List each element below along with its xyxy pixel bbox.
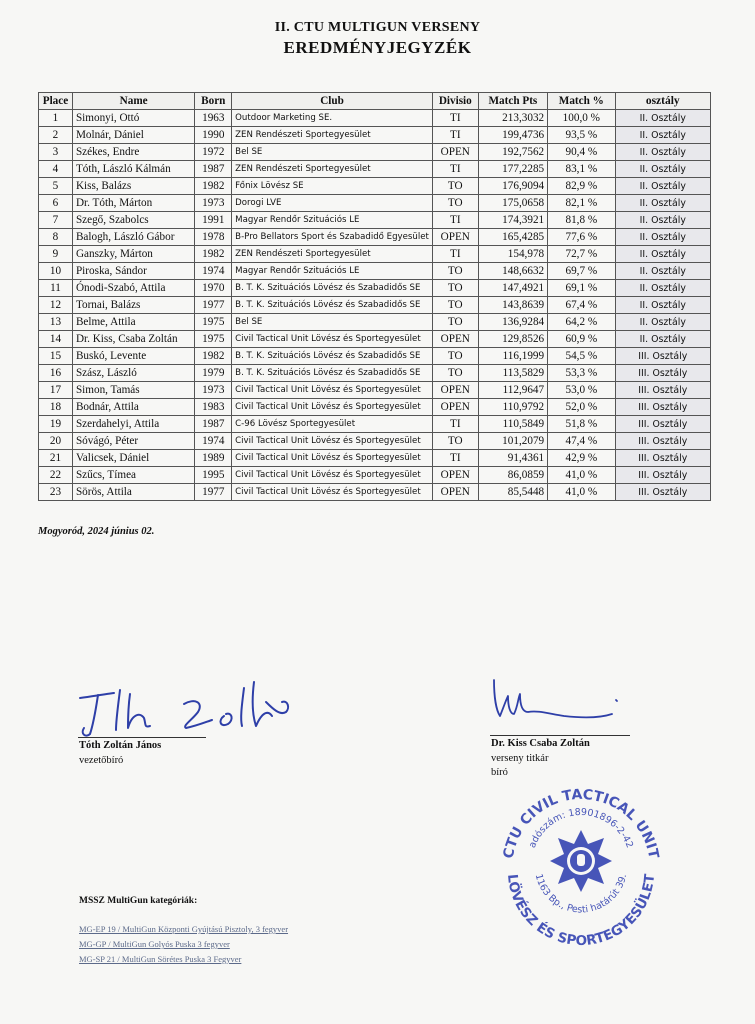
match-pct-cell: 42,9 %: [548, 450, 615, 467]
osztaly-cell: II. Osztály: [615, 331, 710, 348]
name-cell: Valicsek, Dániel: [72, 450, 194, 467]
match-pts-cell: 192,7562: [478, 144, 547, 161]
divisio-cell: OPEN: [432, 382, 478, 399]
match-pct-cell: 41,0 %: [548, 467, 615, 484]
table-row: [39, 297, 711, 314]
osztaly-cell: III. Osztály: [615, 365, 710, 382]
club-cell: B. T. K. Szituációs Lövész és Szabadidős SE: [232, 280, 433, 297]
table-row: [39, 280, 711, 297]
name-cell: Buskó, Levente: [72, 348, 194, 365]
signatory-left-name: Tóth Zoltán János: [79, 740, 162, 751]
club-cell: Civil Tactical Unit Lövész és Sportegyesület: [232, 467, 433, 484]
table-header-row: [39, 93, 711, 110]
signature-line-right: [490, 735, 630, 736]
place-cell: 4: [39, 161, 73, 178]
table-row: [39, 365, 711, 382]
osztaly-cell: II. Osztály: [615, 229, 710, 246]
club-cell: Civil Tactical Unit Lövész és Sportegyesület: [232, 450, 433, 467]
match-pct-cell: 69,1 %: [548, 280, 615, 297]
divisio-cell: TI: [432, 110, 478, 127]
name-cell: Dr. Kiss, Csaba Zoltán: [72, 331, 194, 348]
match-pts-cell: 213,3032: [478, 110, 547, 127]
signatory-right-role-2: bíró: [491, 767, 508, 778]
col-name: Name: [72, 93, 194, 110]
match-pct-cell: 77,6 %: [548, 229, 615, 246]
table-row: [39, 161, 711, 178]
divisio-cell: TO: [432, 280, 478, 297]
match-pct-cell: 69,7 %: [548, 263, 615, 280]
place-cell: 9: [39, 246, 73, 263]
match-pts-cell: 110,9792: [478, 399, 547, 416]
match-pct-cell: 81,8 %: [548, 212, 615, 229]
table-row: [39, 433, 711, 450]
match-pct-cell: 100,0 %: [548, 110, 615, 127]
osztaly-cell: III. Osztály: [615, 399, 710, 416]
match-pct-cell: 83,1 %: [548, 161, 615, 178]
club-cell: Civil Tactical Unit Lövész és Sportegyesület: [232, 433, 433, 450]
name-cell: Sóvágó, Péter: [72, 433, 194, 450]
col-match-pts: Match Pts: [478, 93, 547, 110]
name-cell: Ganszky, Márton: [72, 246, 194, 263]
divisio-cell: TI: [432, 450, 478, 467]
divisio-cell: TO: [432, 297, 478, 314]
divisio-cell: TO: [432, 195, 478, 212]
match-pct-cell: 60,9 %: [548, 331, 615, 348]
place-cell: 5: [39, 178, 73, 195]
match-pct-cell: 53,0 %: [548, 382, 615, 399]
club-cell: Dorogi LVE: [232, 195, 433, 212]
match-pts-cell: 101,2079: [478, 433, 547, 450]
match-pts-cell: 86,0859: [478, 467, 547, 484]
table-row: [39, 399, 711, 416]
club-cell: Főnix Lövész SE: [232, 178, 433, 195]
table-row: [39, 416, 711, 433]
match-pct-cell: 82,1 %: [548, 195, 615, 212]
signatory-right-name: Dr. Kiss Csaba Zoltán: [491, 738, 590, 749]
born-cell: 1977: [195, 484, 232, 501]
place-cell: 21: [39, 450, 73, 467]
match-pts-cell: 147,4921: [478, 280, 547, 297]
place-cell: 12: [39, 297, 73, 314]
place-cell: 11: [39, 280, 73, 297]
born-cell: 1977: [195, 297, 232, 314]
osztaly-cell: III. Osztály: [615, 416, 710, 433]
club-cell: Civil Tactical Unit Lövész és Sportegyesület: [232, 382, 433, 399]
born-cell: 1975: [195, 331, 232, 348]
club-cell: C-96 Lövész Sportegyesület: [232, 416, 433, 433]
place-cell: 14: [39, 331, 73, 348]
match-pts-cell: 176,9094: [478, 178, 547, 195]
table-row: [39, 212, 711, 229]
born-cell: 1983: [195, 399, 232, 416]
club-cell: Civil Tactical Unit Lövész és Sportegyesület: [232, 331, 433, 348]
divisio-cell: TI: [432, 246, 478, 263]
place-cell: 10: [39, 263, 73, 280]
table-row: [39, 127, 711, 144]
table-row: [39, 246, 711, 263]
match-pts-cell: 136,9284: [478, 314, 547, 331]
match-pts-cell: 91,4361: [478, 450, 547, 467]
place-cell: 16: [39, 365, 73, 382]
club-cell: Bel SE: [232, 144, 433, 161]
born-cell: 1974: [195, 263, 232, 280]
match-pct-cell: 47,4 %: [548, 433, 615, 450]
osztaly-cell: II. Osztály: [615, 314, 710, 331]
osztaly-cell: III. Osztály: [615, 484, 710, 501]
table-row: [39, 348, 711, 365]
table-row: [39, 450, 711, 467]
table-row: [39, 144, 711, 161]
osztaly-cell: II. Osztály: [615, 161, 710, 178]
divisio-cell: TO: [432, 365, 478, 382]
name-cell: Szűcs, Tímea: [72, 467, 194, 484]
svg-text:adószám: 18901896-2-42: adószám: 18901896-2-42: [526, 806, 636, 850]
name-cell: Simon, Tamás: [72, 382, 194, 399]
place-cell: 6: [39, 195, 73, 212]
table-row: [39, 331, 711, 348]
match-pct-cell: 52,0 %: [548, 399, 615, 416]
col-divisio: Divisio: [432, 93, 478, 110]
osztaly-cell: III. Osztály: [615, 382, 710, 399]
divisio-cell: OPEN: [432, 399, 478, 416]
osztaly-cell: II. Osztály: [615, 297, 710, 314]
match-pts-cell: 143,8639: [478, 297, 547, 314]
club-cell: ZEN Rendészeti Sportegyesület: [232, 246, 433, 263]
place-cell: 23: [39, 484, 73, 501]
place-and-date: Mogyoród, 2024 június 02.: [38, 526, 155, 537]
divisio-cell: TI: [432, 127, 478, 144]
osztaly-cell: II. Osztály: [615, 144, 710, 161]
col-club: Club: [232, 93, 433, 110]
born-cell: 1975: [195, 314, 232, 331]
born-cell: 1970: [195, 280, 232, 297]
name-cell: Székes, Endre: [72, 144, 194, 161]
match-pts-cell: 116,1999: [478, 348, 547, 365]
divisio-cell: TI: [432, 212, 478, 229]
club-cell: B. T. K. Szituációs Lövész és Szabadidős SE: [232, 348, 433, 365]
born-cell: 1973: [195, 382, 232, 399]
divisio-cell: OPEN: [432, 484, 478, 501]
match-pts-cell: 129,8526: [478, 331, 547, 348]
club-cell: ZEN Rendészeti Sportegyesület: [232, 161, 433, 178]
born-cell: 1990: [195, 127, 232, 144]
match-pct-cell: 67,4 %: [548, 297, 615, 314]
divisio-cell: OPEN: [432, 467, 478, 484]
col-place: Place: [39, 93, 73, 110]
table-row: [39, 229, 711, 246]
match-pts-cell: 112,9647: [478, 382, 547, 399]
club-cell: Bel SE: [232, 314, 433, 331]
signature-line-left: [78, 737, 206, 738]
name-cell: Sörös, Attila: [72, 484, 194, 501]
club-stamp: [492, 772, 670, 950]
divisio-cell: OPEN: [432, 229, 478, 246]
col-match-pct: Match %: [548, 93, 615, 110]
place-cell: 22: [39, 467, 73, 484]
place-cell: 18: [39, 399, 73, 416]
match-pct-cell: 93,5 %: [548, 127, 615, 144]
match-pct-cell: 51,8 %: [548, 416, 615, 433]
signature-left: [72, 668, 312, 740]
table-row: [39, 314, 711, 331]
osztaly-cell: II. Osztály: [615, 246, 710, 263]
name-cell: Kiss, Balázs: [72, 178, 194, 195]
divisio-cell: TO: [432, 263, 478, 280]
place-cell: 17: [39, 382, 73, 399]
name-cell: Simonyi, Ottó: [72, 110, 194, 127]
club-cell: B. T. K. Szituációs Lövész és Szabadidős SE: [232, 365, 433, 382]
born-cell: 1973: [195, 195, 232, 212]
osztaly-cell: II. Osztály: [615, 280, 710, 297]
col-osztaly: osztály: [615, 93, 710, 110]
divisio-cell: TO: [432, 348, 478, 365]
col-born: Born: [195, 93, 232, 110]
match-pct-cell: 41,0 %: [548, 484, 615, 501]
category-link[interactable]: MG-GP / MultiGun Golyós Puska 3 fegyver: [79, 939, 230, 949]
club-cell: Civil Tactical Unit Lövész és Sportegyesület: [232, 484, 433, 501]
born-cell: 1978: [195, 229, 232, 246]
osztaly-cell: III. Osztály: [615, 467, 710, 484]
table-row: [39, 178, 711, 195]
born-cell: 1979: [195, 365, 232, 382]
category-link[interactable]: MG-SP 21 / MultiGun Sörétes Puska 3 Fegyver: [79, 954, 242, 964]
place-cell: 3: [39, 144, 73, 161]
born-cell: 1987: [195, 161, 232, 178]
divisio-cell: TO: [432, 178, 478, 195]
born-cell: 1963: [195, 110, 232, 127]
born-cell: 1995: [195, 467, 232, 484]
name-cell: Piroska, Sándor: [72, 263, 194, 280]
match-pts-cell: 154,978: [478, 246, 547, 263]
club-cell: B. T. K. Szituációs Lövész és Szabadidős SE: [232, 297, 433, 314]
name-cell: Szerdahelyi, Attila: [72, 416, 194, 433]
match-pts-cell: 177,2285: [478, 161, 547, 178]
club-cell: Civil Tactical Unit Lövész és Sportegyesület: [232, 399, 433, 416]
match-pts-cell: 148,6632: [478, 263, 547, 280]
signature-right: [488, 670, 628, 732]
place-cell: 2: [39, 127, 73, 144]
born-cell: 1982: [195, 246, 232, 263]
table-row: [39, 467, 711, 484]
table-row: [39, 110, 711, 127]
divisio-cell: TI: [432, 161, 478, 178]
place-cell: 8: [39, 229, 73, 246]
match-pct-cell: 64,2 %: [548, 314, 615, 331]
divisio-cell: TO: [432, 433, 478, 450]
osztaly-cell: III. Osztály: [615, 433, 710, 450]
match-pct-cell: 82,9 %: [548, 178, 615, 195]
match-pct-cell: 90,4 %: [548, 144, 615, 161]
name-cell: Bodnár, Attila: [72, 399, 194, 416]
match-pct-cell: 53,3 %: [548, 365, 615, 382]
table-row: [39, 263, 711, 280]
category-link[interactable]: MG-EP 19 / MultiGun Központi Gyújtású Pisztoly, 3 fegyver: [79, 924, 289, 934]
born-cell: 1972: [195, 144, 232, 161]
divisio-cell: TI: [432, 416, 478, 433]
osztaly-cell: II. Osztály: [615, 263, 710, 280]
match-pts-cell: 174,3921: [478, 212, 547, 229]
svg-text:1163 Bp., Pesti határút 39.: 1163 Bp., Pesti határút 39.: [532, 872, 630, 916]
match-pts-cell: 85,5448: [478, 484, 547, 501]
place-cell: 19: [39, 416, 73, 433]
born-cell: 1989: [195, 450, 232, 467]
divisio-cell: OPEN: [432, 144, 478, 161]
place-cell: 13: [39, 314, 73, 331]
document-title: EREDMÉNYJEGYZÉK: [283, 38, 472, 57]
match-pct-cell: 54,5 %: [548, 348, 615, 365]
table-row: [39, 484, 711, 501]
name-cell: Tornai, Balázs: [72, 297, 194, 314]
match-pct-cell: 72,7 %: [548, 246, 615, 263]
place-cell: 20: [39, 433, 73, 450]
event-title: II. CTU MULTIGUN VERSENY: [274, 20, 481, 35]
club-cell: Magyar Rendőr Szituációs LE: [232, 212, 433, 229]
svg-text:CTU CIVIL TACTICAL UNIT: CTU CIVIL TACTICAL UNIT: [500, 786, 662, 860]
club-cell: ZEN Rendészeti Sportegyesület: [232, 127, 433, 144]
place-cell: 15: [39, 348, 73, 365]
name-cell: Szegő, Szabolcs: [72, 212, 194, 229]
name-cell: Szász, László: [72, 365, 194, 382]
name-cell: Molnár, Dániel: [72, 127, 194, 144]
osztaly-cell: III. Osztály: [615, 348, 710, 365]
osztaly-cell: II. Osztály: [615, 178, 710, 195]
place-cell: 1: [39, 110, 73, 127]
club-cell: B-Pro Bellators Sport és Szabadidő Egyesület: [232, 229, 433, 246]
match-pts-cell: 175,0658: [478, 195, 547, 212]
osztaly-cell: III. Osztály: [615, 450, 710, 467]
born-cell: 1982: [195, 178, 232, 195]
club-cell: Outdoor Marketing SE.: [232, 110, 433, 127]
signatory-left-role: vezetőbíró: [79, 755, 124, 766]
born-cell: 1987: [195, 416, 232, 433]
osztaly-cell: II. Osztály: [615, 127, 710, 144]
svg-text:LÖVÉSZ ÉS SPORTEGYESÜLET: LÖVÉSZ ÉS SPORTEGYESÜLET: [503, 873, 659, 949]
divisio-cell: OPEN: [432, 331, 478, 348]
name-cell: Dr. Tóth, Márton: [72, 195, 194, 212]
name-cell: Tóth, László Kálmán: [72, 161, 194, 178]
match-pts-cell: 110,5849: [478, 416, 547, 433]
match-pts-cell: 199,4736: [478, 127, 547, 144]
results-table: [38, 92, 711, 501]
categories-title: MSSZ MultiGun kategóriák:: [79, 896, 198, 906]
name-cell: Belme, Attila: [72, 314, 194, 331]
name-cell: Ónodi-Szabó, Attila: [72, 280, 194, 297]
match-pts-cell: 113,5829: [478, 365, 547, 382]
club-cell: Magyar Rendőr Szituációs LE: [232, 263, 433, 280]
born-cell: 1991: [195, 212, 232, 229]
osztaly-cell: II. Osztály: [615, 110, 710, 127]
osztaly-cell: II. Osztály: [615, 195, 710, 212]
osztaly-cell: II. Osztály: [615, 212, 710, 229]
born-cell: 1982: [195, 348, 232, 365]
name-cell: Balogh, László Gábor: [72, 229, 194, 246]
born-cell: 1974: [195, 433, 232, 450]
table-row: [39, 382, 711, 399]
place-cell: 7: [39, 212, 73, 229]
signatory-right-role: verseny titkár: [491, 753, 549, 764]
table-row: [39, 195, 711, 212]
match-pts-cell: 165,4285: [478, 229, 547, 246]
divisio-cell: TO: [432, 314, 478, 331]
